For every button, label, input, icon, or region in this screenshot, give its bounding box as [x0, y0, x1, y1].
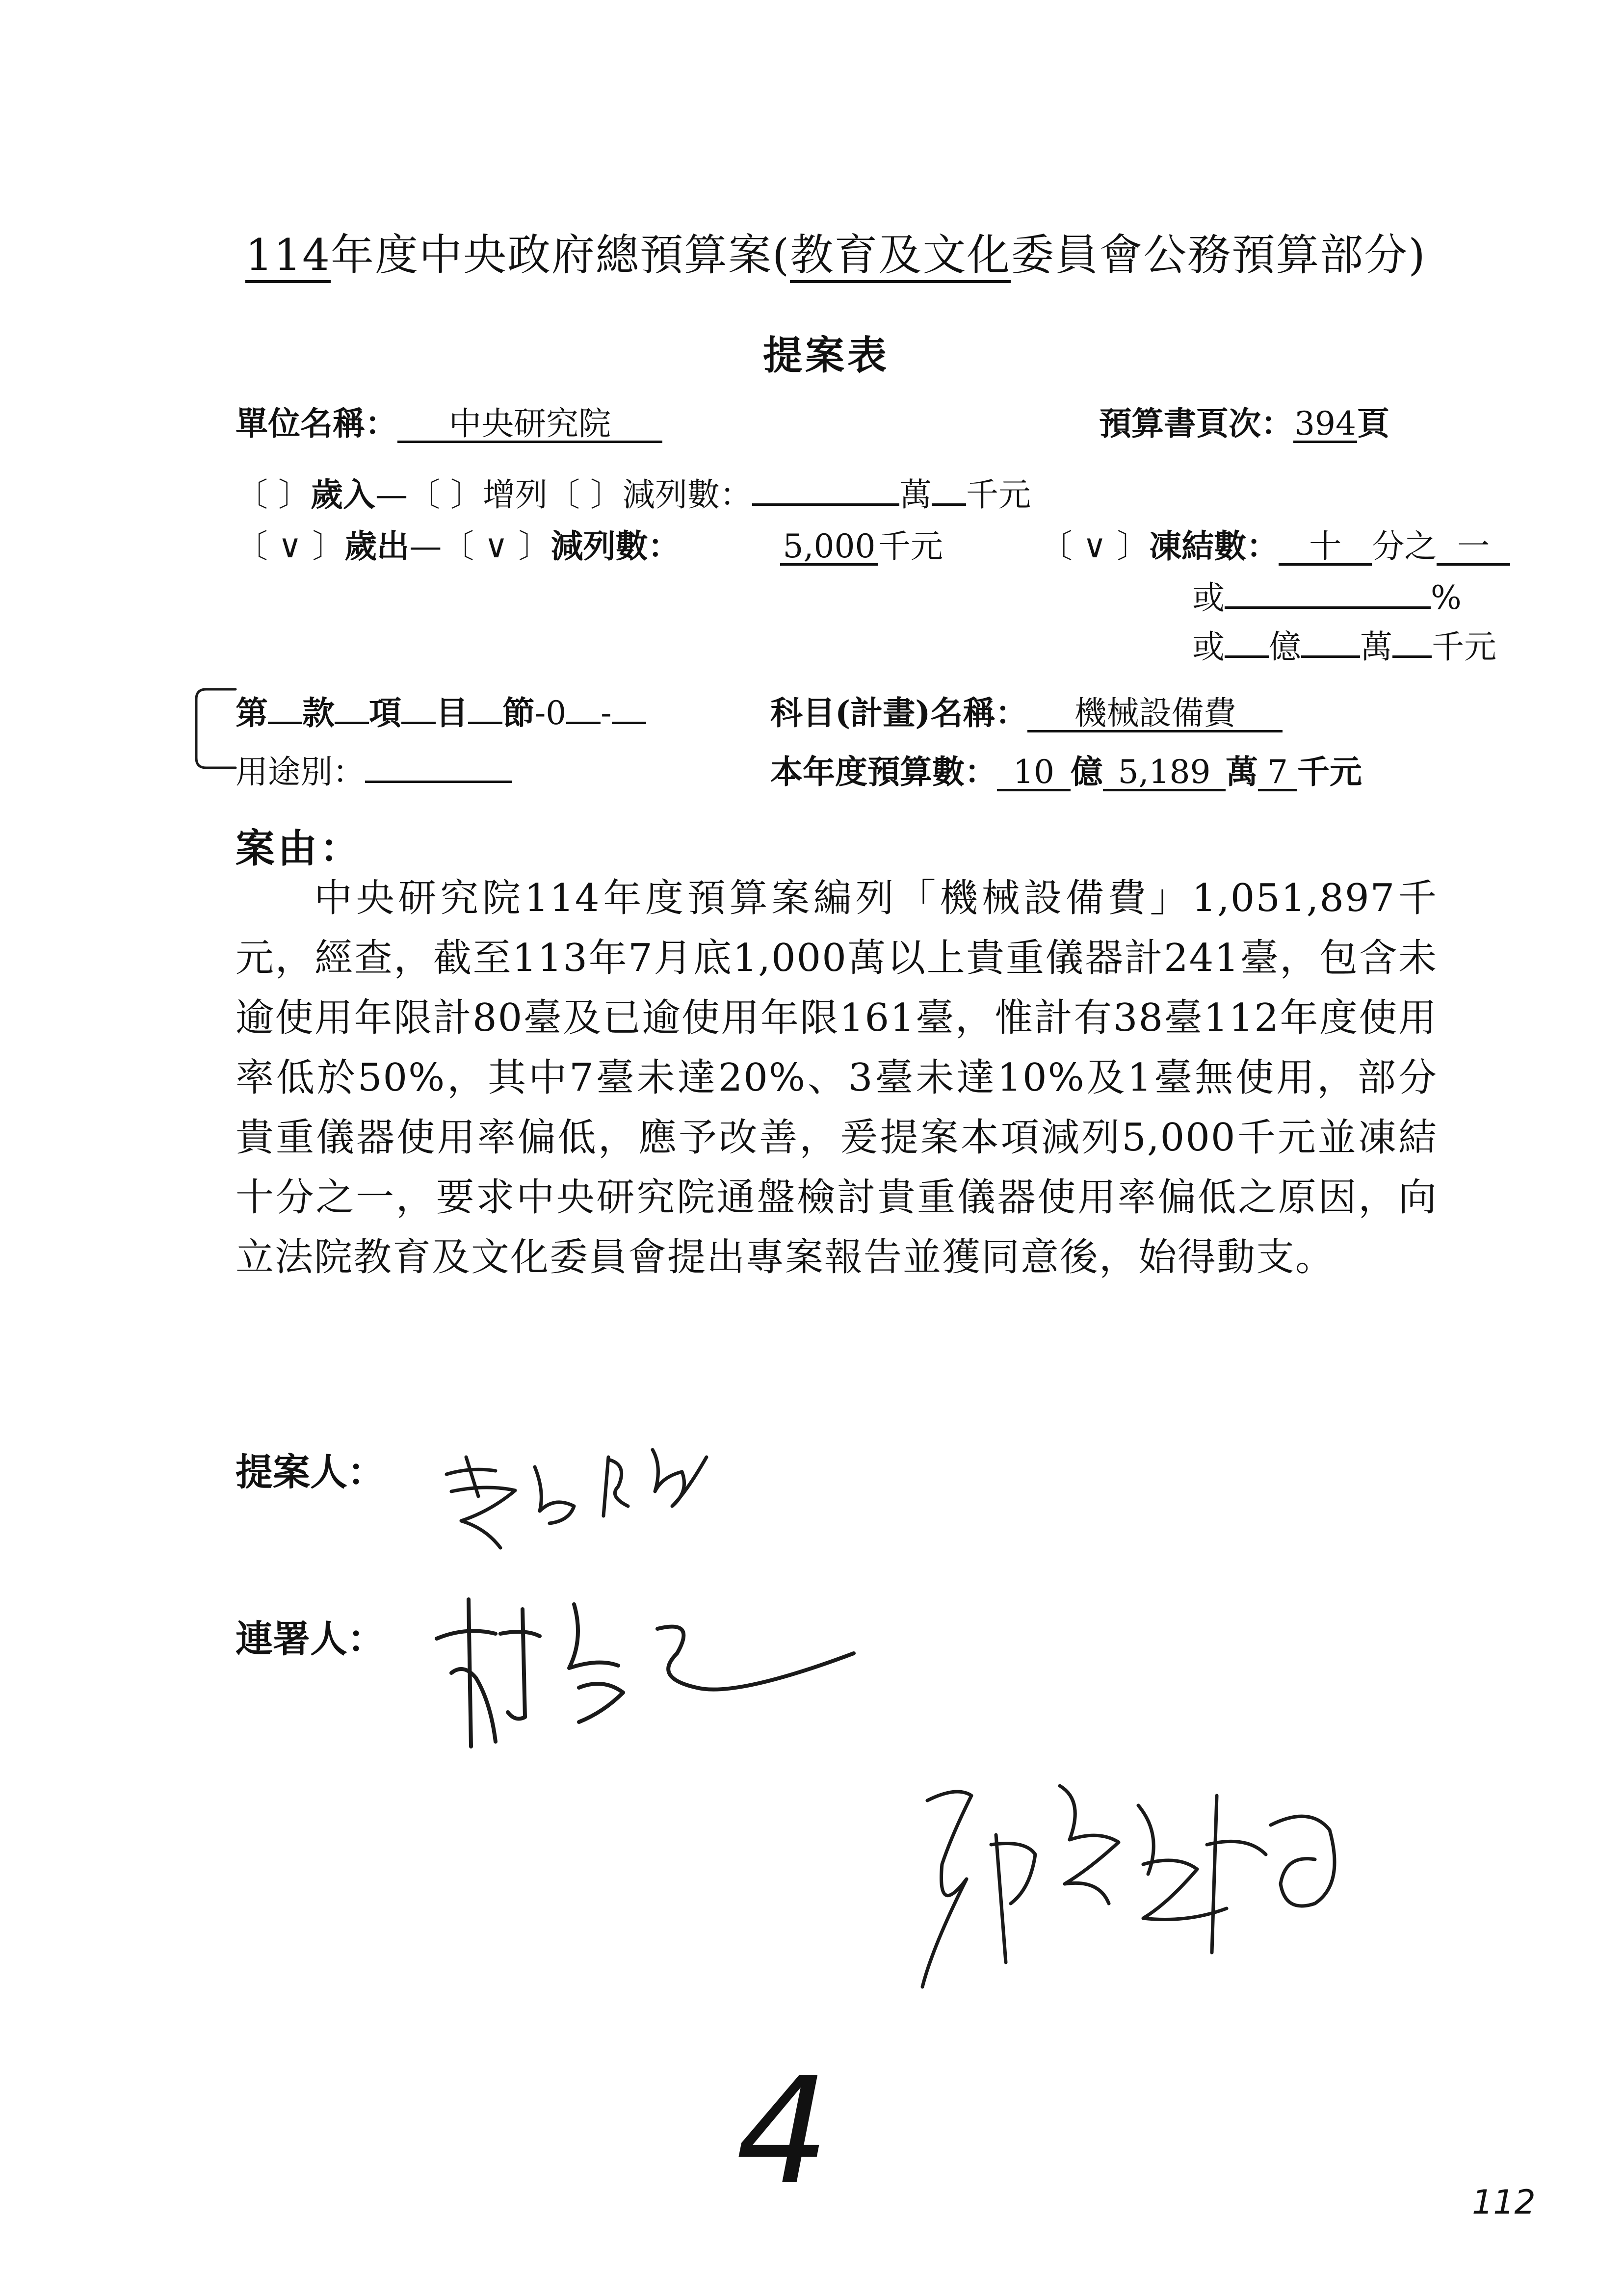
subject-group	[770, 687, 1283, 733]
freeze-or-2: 或	[1192, 628, 1225, 666]
expense-line	[236, 520, 681, 567]
title-committee: 教育及文化	[790, 230, 1011, 283]
usage-line	[236, 746, 512, 792]
subject-value: 機械設備費	[1027, 696, 1283, 732]
page-unit: 頁	[1357, 404, 1389, 443]
freeze-group	[1040, 520, 1510, 567]
revenue-line	[236, 469, 1031, 515]
item-kuan-blank	[268, 697, 302, 724]
revenue-dash: —	[375, 476, 408, 514]
expense-amount: 5,000	[780, 529, 878, 566]
subject-label: 科目(計畫)名稱：	[770, 694, 1028, 732]
increase-label: 增列	[482, 476, 548, 514]
freeze-yi-blank	[1225, 631, 1269, 658]
freeze-wan: 萬	[1360, 628, 1392, 666]
expense-amount-unit: 千元	[878, 527, 943, 565]
expense-label: 歲出	[344, 527, 410, 565]
item-bracket	[186, 684, 240, 783]
budget-wan: 萬	[1226, 753, 1258, 791]
revenue-wan-blank	[752, 479, 899, 506]
page-label: 預算書頁次：	[1099, 404, 1293, 443]
decrease-bracket: 〔 〕	[547, 476, 623, 514]
revenue-decrease-label: 減列數：	[622, 476, 752, 514]
budget-yi-value: 10	[997, 755, 1071, 791]
freeze-label: 凍結數：	[1149, 527, 1279, 565]
reason-label: 案由：	[236, 825, 362, 871]
revenue-wan: 萬	[899, 476, 932, 514]
item-mu-blank	[401, 697, 436, 724]
handwritten-page-number: 112	[1472, 2183, 1536, 2222]
freeze-bracket: 〔 ∨ 〕	[1040, 527, 1150, 565]
budget-qian: 千元	[1297, 753, 1362, 791]
freeze-percent-line	[1192, 572, 1462, 618]
unit-value: 中央研究院	[397, 407, 662, 443]
cosigner-signature-1	[422, 1580, 864, 1786]
item-jie-blank	[468, 697, 502, 724]
cosigner-label: 連署人：	[236, 1617, 385, 1661]
item-xiang-blank	[335, 697, 369, 724]
freeze-amount-line	[1192, 621, 1496, 667]
title-year: 114	[245, 230, 331, 283]
revenue-qian-blank	[932, 479, 966, 506]
freeze-or-1: 或	[1192, 579, 1225, 617]
proposer-signature	[432, 1437, 736, 1565]
expense-dash: —	[409, 527, 442, 565]
document-title	[245, 221, 1426, 283]
item-jie: 節	[502, 694, 535, 732]
expense-decrease-label: 減列數：	[550, 527, 681, 565]
page-value: 394	[1293, 407, 1357, 443]
item-di: 第	[236, 694, 268, 732]
increase-bracket: 〔 〕	[407, 476, 483, 514]
item-xiang: 項	[369, 694, 401, 732]
title-mid: 年度中央政府總預算案(	[330, 230, 790, 280]
revenue-label: 歲入	[310, 475, 375, 514]
freeze-denominator: 一	[1437, 529, 1510, 566]
freeze-qian-blank	[1392, 631, 1432, 658]
revenue-bracket: 〔 〕	[236, 476, 311, 514]
document-subtitle: 提案表	[763, 332, 890, 378]
revenue-qian: 千元	[966, 476, 1031, 514]
expense-decrease-bracket: 〔 ∨ 〕	[442, 527, 551, 565]
item-jie-value: -0	[535, 694, 567, 732]
freeze-percent-sign: %	[1431, 579, 1462, 617]
budget-wan-value: 5,189	[1103, 755, 1226, 791]
page-ref	[1099, 397, 1389, 444]
proposer-label: 提案人：	[236, 1450, 385, 1494]
freeze-yi: 億	[1269, 628, 1301, 666]
cosigner-signature-2	[913, 1756, 1354, 2002]
item-dash: -	[601, 694, 612, 732]
freeze-qian: 千元	[1432, 628, 1496, 666]
usage-label: 用途別：	[236, 753, 365, 791]
item-kuan: 款	[302, 694, 335, 732]
expense-amount-group	[780, 520, 943, 567]
freeze-mid: 分之	[1372, 527, 1437, 565]
unit-row	[236, 397, 662, 444]
budget-label: 本年度預算數：	[770, 753, 997, 791]
item-mu: 目	[436, 694, 468, 732]
item-line	[236, 687, 646, 733]
title-end: 委員會公務預算部分)	[1011, 230, 1426, 280]
budget-yi: 億	[1071, 753, 1103, 791]
reason-text: 中央研究院114年度預算案編列「機械設備費」1,051,897千元，經查，截至113年7月底1,000萬以上貴重儀器計241臺，包含未逾使用年限計80臺及已逾使用年限161臺，惟計有38臺112年度使用率低於50%，其中7臺未達20%、3臺未達10%及1臺無使用，部分貴重儀器使用率偏低，應予改善，爰提案本項減列5,000千元並凍結十分之一，要求中央研究院通盤檢討貴重儀器使用率偏低之原因，向立法院教育及文化委員會提出專案報告並獲同意後，始得動支。	[236, 876, 1438, 1279]
unit-label: 單位名稱：	[236, 404, 397, 443]
freeze-percent-blank	[1225, 582, 1431, 609]
item-last-blank	[612, 697, 646, 724]
freeze-wan-blank	[1301, 631, 1360, 658]
handwritten-number: 4	[736, 2046, 830, 2217]
item-jie-blank-2	[566, 697, 601, 724]
budget-group	[770, 746, 1362, 792]
budget-qian-value: 7	[1258, 755, 1297, 791]
expense-bracket: 〔 ∨ 〕	[236, 527, 345, 565]
freeze-numerator: 十	[1279, 529, 1372, 566]
reason-body	[236, 868, 1438, 1287]
usage-blank	[365, 756, 512, 783]
